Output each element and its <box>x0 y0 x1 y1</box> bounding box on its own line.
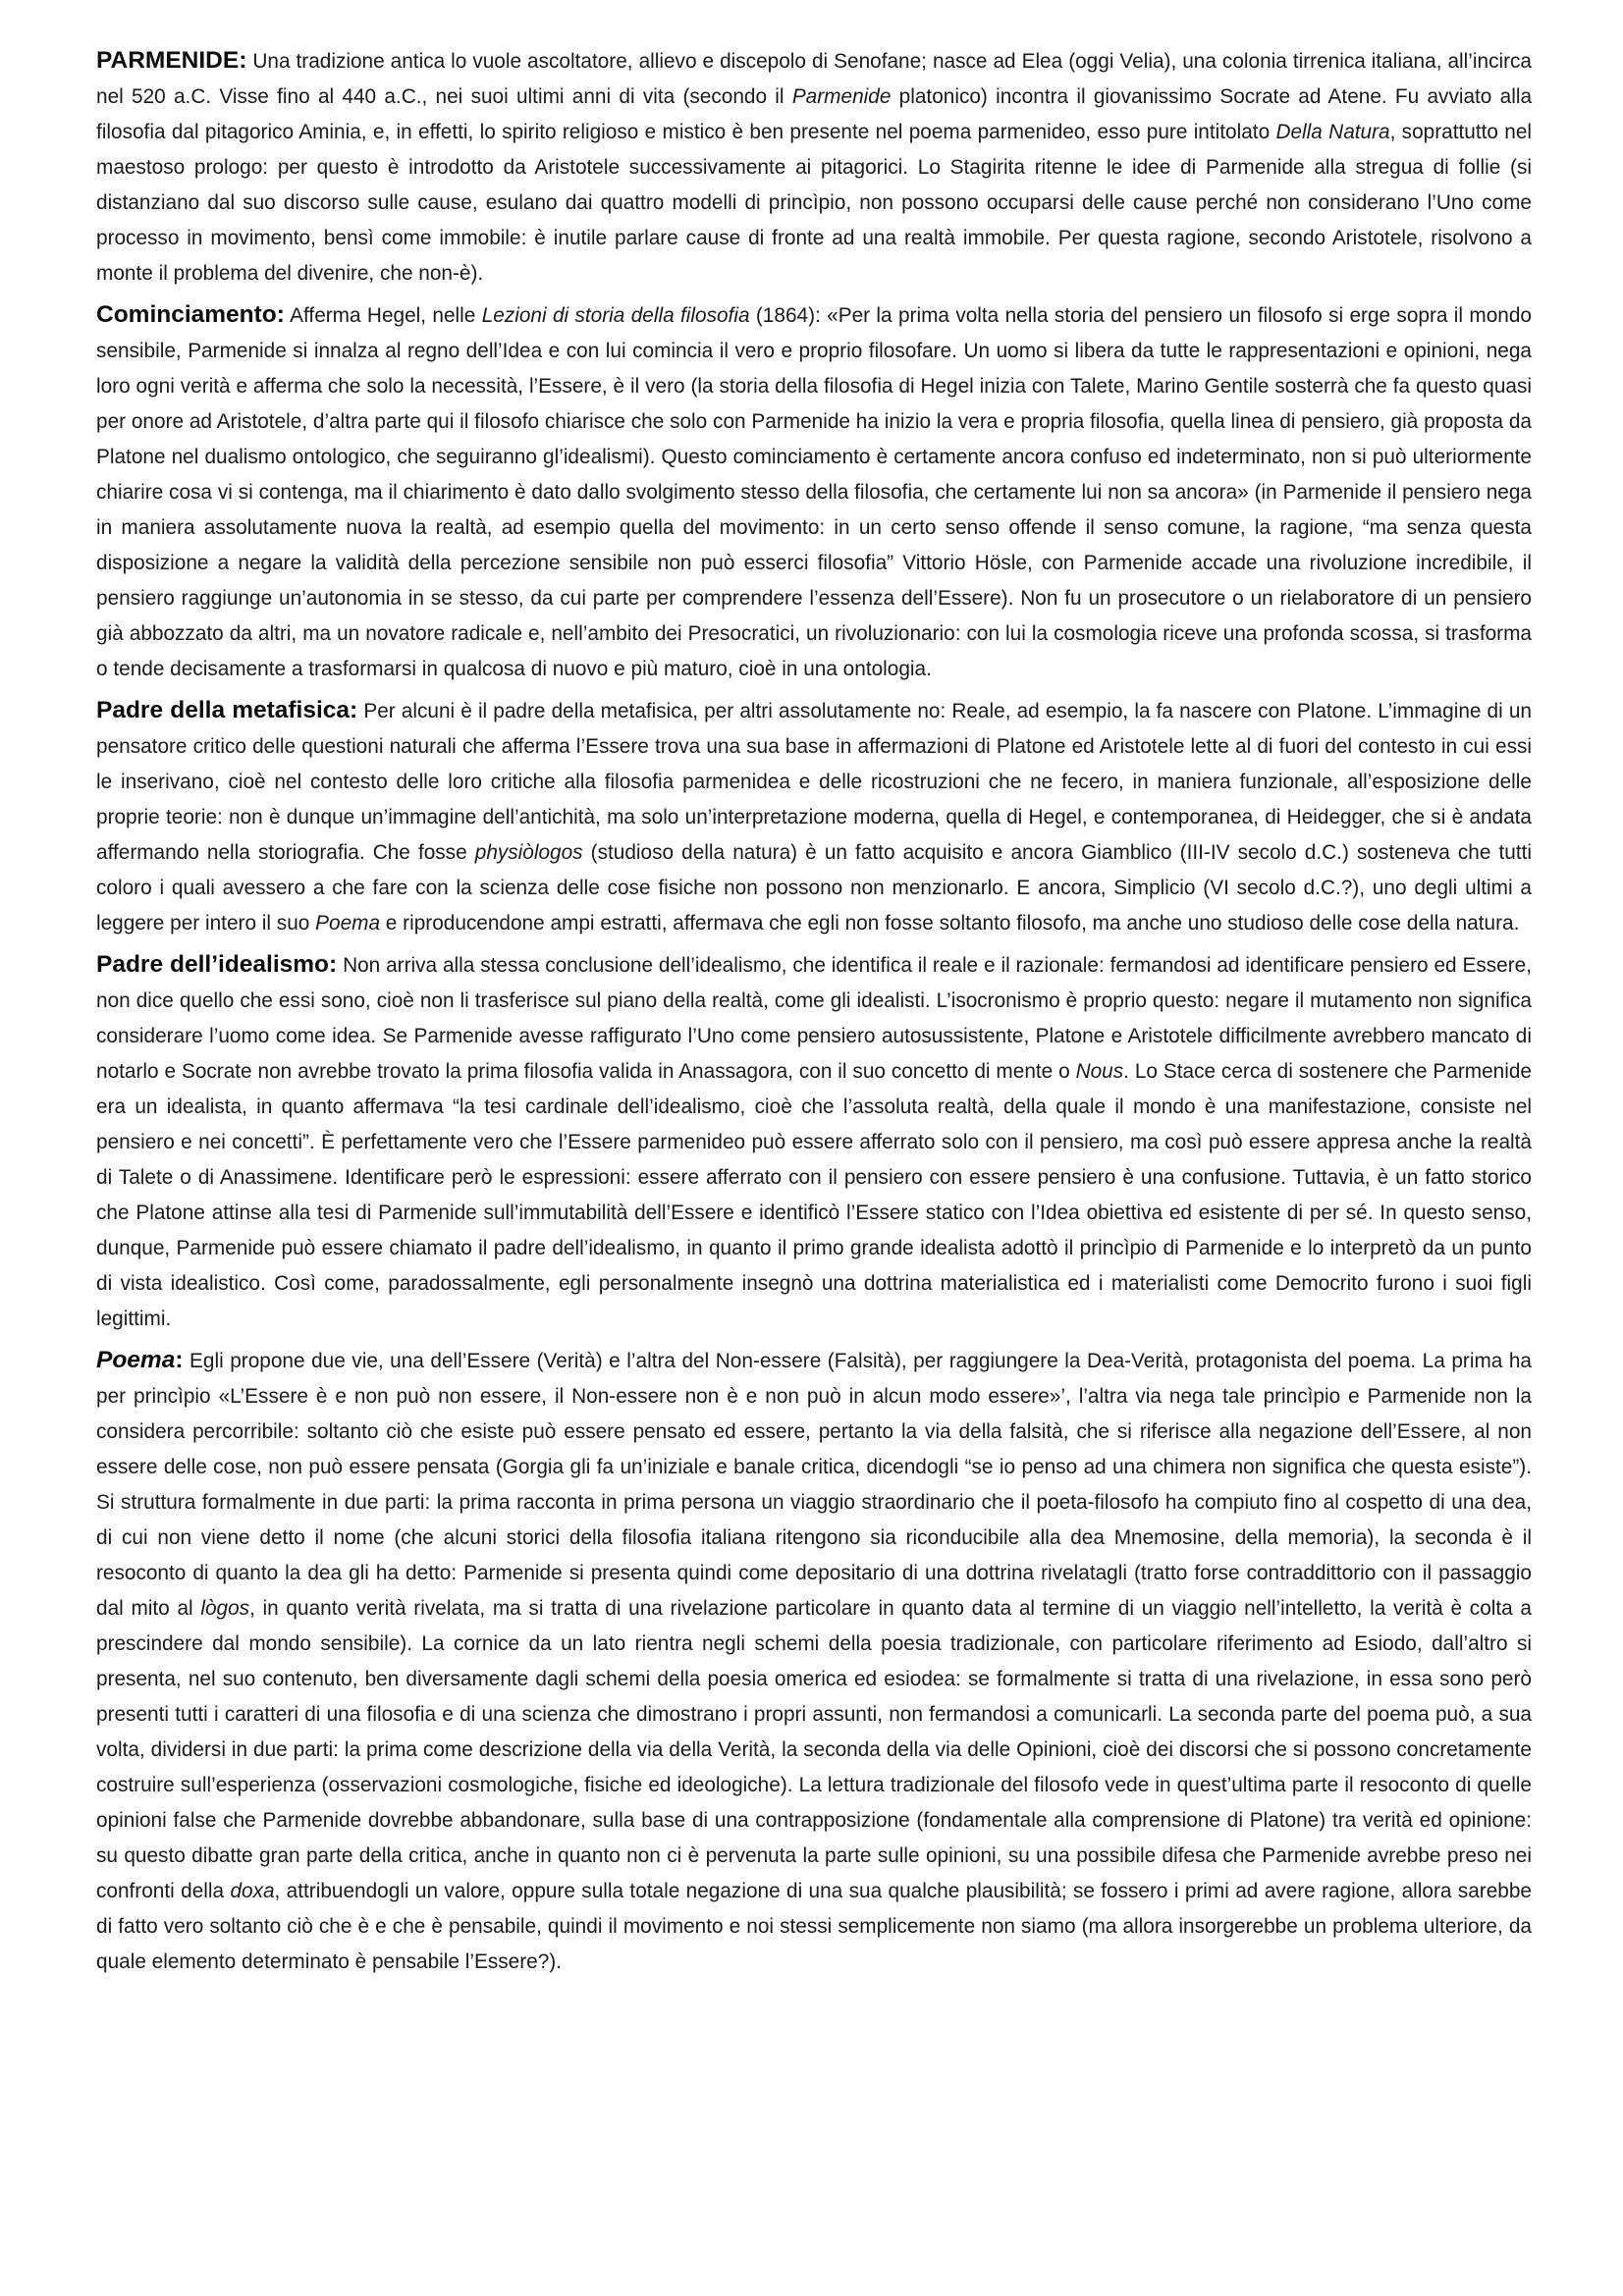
italic-term: physiòlogos <box>474 841 583 864</box>
italic-title: Parmenide <box>791 85 892 108</box>
section-parmenide <box>96 43 1532 292</box>
body-text: Non arriva alla stessa conclusione dell’idealismo, che identifica il reale e il razionale: fermandosi ad identificare pensiero ed Essere, non dice quello che essi sono, cioè non li trasferisce sul piano della realtà, come gli idealisti. L’isocronismo è proprio questo: negare il mutamento non significa considerare l’uomo come idea. Se Parmenide avesse raffigurato l’Uno come pensiero autosussistente, Platone e Aristotele difficilmente avrebbero mancato di notarlo e Socrate non avrebbe trovato la prima filosofia valida in Anassagora, con il suo concetto di mente o <box>96 954 1532 1083</box>
body-text: Per alcuni è il padre della metafisica, per altri assolutamente no: Reale, ad esempio, la fa nascere con Platone. L’immagine di un pensatore critico delle questioni naturali che afferma l’Essere trova una sua base in affermazioni di Platone ed Aristotele lette al di fuori del contesto in cui essi le inserivano, cioè nel contesto delle loro critiche alla filosofia parmenidea e delle ricostruzioni che ne fecero, in maniera funzionale, all’esposizione delle proprie teorie: non è dunque un’immagine dell’antichità, ma solo un’interpretazione moderna, quella di Hegel, e contemporanea, di Heidegger, che si è andata affermando nella storiografia. Che fosse <box>96 700 1532 864</box>
document-page <box>96 43 1532 1986</box>
section-heading: Padre dell’idealismo: <box>96 951 338 978</box>
body-text: platonico) incontra il giovanissimo Socrate ad Atene. Fu avviato alla filosofia dal pitagorico Aminia, e, in effetti, lo spirito religioso e mistico è ben presente nel poema parmenideo, esso pure intitolato <box>96 85 1533 143</box>
body-text: e riproducendone ampi estratti, affermava che egli non fosse soltanto filosofo, ma anche uno studioso delle cose della natura. <box>380 912 1520 934</box>
section-heading: Padre della metafisica: <box>96 697 358 723</box>
section-heading-colon: : <box>175 1347 184 1373</box>
section-padre-idealismo <box>96 947 1532 1337</box>
section-heading: PARMENIDE: <box>96 47 247 74</box>
italic-term: doxa <box>230 1880 275 1902</box>
section-poema <box>96 1343 1532 1980</box>
body-text: Egli propone due vie, una dell’Essere (Verità) e l’altra del Non-essere (Falsità), per raggiungere la Dea-Verità, protagonista del poema. La prima ha per princìpio «L’Essere è e non può non essere, il Non-essere non è e non può in alcun modo essere»’, l’altra via nega tale princìpio e Parmenide non la considera percorribile: soltanto ciò che esiste può essere pensato ed essere, pertanto la via della falsità, che si riferisce alla negazione dell’Essere, al non essere delle cose, non può essere pensata (Gorgia gli fa un’iniziale e banale critica, dicendogli “se io penso ad una chimera non significa che questa esiste”). Si struttura formalmente in due parti: la prima racconta in prima persona un viaggio straordinario che il poeta-filosofo ha compiuto fino al cospetto di una dea, di cui non viene detto il nome (che alcuni storici della filosofia italiana ritengono sia riconducibile alla dea Mnemosine, della memoria), la seconda è il resoconto di quanto la dea gli ha detto: Parmenide si presenta quindi come depositario di una dottrina rivelatagli (tratto forse contraddittorio con il passaggio dal mito al <box>96 1350 1532 1620</box>
body-text: . Lo Stace cerca di sostenere che Parmenide era un idealista, in quanto affermava “la tesi cardinale dell’idealismo, cioè che l’assoluta realtà, della quale il mondo è una manifestazione, consiste nel pensiero e nei concetti”. È perfettamente vero che l’Essere parmenideo può essere afferrato solo con il pensiero, ma così può essere appresa anche la realtà di Talete o di Anassimene. Identificare però le espressioni: essere afferrato con il pensiero con essere pensiero è una confusione. Tuttavia, è un fatto storico che Platone attinse alla tesi di Parmenide sull’immutabilità dell’Essere e identificò l’Essere statico con l’Idea obiettiva ed esistente di per sé. In questo senso, dunque, Parmenide può essere chiamato il padre dell’idealismo, in quanto il primo grande idealista adottò il princìpio di Parmenide e lo interpretò da un punto di vista idealistico. Così come, paradossalmente, egli personalmente insegnò una dottrina materialistica ed i materialisti come Democrito furono i suoi figli legittimi. <box>96 1060 1532 1330</box>
body-text: (studioso della natura) è un fatto acquisito e ancora Giamblico (III-IV secolo d.C.) sosteneva che tutti coloro i quali avessero a che fare con la scienza delle cose fisiche non possono non menzionarlo. E ancora, Simplicio (VI secolo d.C.?), uno degli ultimi a leggere per intero il suo <box>96 841 1533 934</box>
italic-title: Lezioni di storia della filosofia <box>481 304 750 327</box>
body-text: , in quanto verità rivelata, ma si tratta di una rivelazione particolare in quanto data al termine di un viaggio nell’intelletto, la verità è colta a prescindere dal mondo sensibile). La cornice da un lato rientra negli schemi della poesia tradizionale, con particolare riferimento ad Esiodo, dall’altro si presenta, nel suo contenuto, ben diversamente dagli schemi della poesia omerica ed esiodea: se formalmente si tratta di una rivelazione, in essa sono però presenti tutti i caratteri di una filosofia e di una scienza che dimostrano i propri assunti, non fermandosi a comunicarli. La seconda parte del poema può, a sua volta, dividersi in due parti: la prima come descrizione della via della Verità, la seconda della via delle Opinioni, cioè dei discorsi che si possono concretamente costruire sull’esperienza (osservazioni cosmologiche, fisiche ed ideologiche). La lettura tradizionale del filosofo vede in quest’ultima parte il resoconto di quelle opinioni false che Parmenide dovrebbe abbandonare, sulla base di una contrapposizione (fondamentale alla comprensione di Platone) tra verità ed opinione: su questo dibatte gran parte della critica, anche in quanto non ci è pervenuta la parte sulle opinioni, su una possibile difesa che Parmenide avrebbe preso nei confronti della <box>96 1597 1532 1902</box>
body-text: , attribuendogli un valore, oppure sulla totale negazione di una sua qualche plausibilità; se fossero i primi ad avere ragione, allora sarebbe di fatto vero soltanto ciò che è e che è pensabile, quindi il movimento e noi stessi semplicemente non siamo (ma allora insorgerebbe un problema ulteriore, da quale elemento determinato è pensabile l’Essere?). <box>96 1880 1532 1973</box>
section-cominciamento <box>96 297 1532 687</box>
section-padre-metafisica <box>96 693 1532 941</box>
body-text: , soprattutto nel maestoso prologo: per questo è introdotto da Aristotele successivamente ai pitagorici. Lo Stagirita ritenne le idee di Parmenide alla stregua di follie (si distanziano dal suo discorso sulle cause, esulano dai quattro modelli di princìpio, non possono occuparsi delle cause perché non considerano l’Uno come processo in movimento, bensì come immobile: è inutile parlare cause di fronte ad una realtà immobile. Per questa ragione, secondo Aristotele, risolvono a monte il problema del divenire, che non-è). <box>96 121 1533 285</box>
italic-term: Nous <box>1075 1060 1124 1083</box>
italic-title: Poema <box>315 912 381 934</box>
body-text: Afferma Hegel, nelle <box>284 304 482 327</box>
body-text: (1864): «Per la prima volta nella storia del pensiero un filosofo si erge sopra il mondo sensibile, Parmenide si innalza al regno dell’Idea e con lui comincia il vero e proprio filosofare. Un uomo si libera da tutte le rappresentazioni e opinioni, nega loro ogni verità e afferma che solo la necessità, l’Essere, è il vero (la storia della filosofia di Hegel inizia con Talete, Marino Gentile sosterrà che fa questo quasi per onore ad Aristotele, d’altra parte qui il filosofo chiarisce che solo con Parmenide ha inizio la vera e propria filosofia, quella linea di pensiero, già proposta da Platone nel dualismo ontologico, che seguiranno gl’idealismi). Questo cominciamento è certamente ancora confuso ed indeterminato, non si può ulteriormente chiarire cosa vi si contenga, ma il chiarimento è dato dallo svolgimento stesso della filosofia, che certamente lui non sa ancora» (in Parmenide il pensiero nega in maniera assolutamente nuova la realtà, ad esempio quella del movimento: in un certo senso offende il senso comune, la ragione, “ma senza questa disposizione a negare la validità della percezione sensibile non può esserci filosofia” Vittorio Hösle, con Parmenide accade una rivoluzione incredibile, il pensiero raggiunge un’autonomia in se stesso, da cui parte per comprendere l’essenza dell’Essere). Non fu un prosecutore o un rielaboratore di un pensiero già abbozzato da altri, ma un novatore radicale e, nell’ambito dei Presocratici, un rivoluzionario: con lui la cosmologia riceve una profonda scossa, si trasforma o tende decisamente a trasformarsi in qualcosa di nuovo e più maturo, cioè in una ontologia. <box>96 304 1532 680</box>
section-heading: Cominciamento: <box>96 301 285 328</box>
section-heading: Poema <box>96 1347 176 1373</box>
italic-title: Della Natura <box>1275 121 1390 143</box>
italic-term: lògos <box>200 1597 250 1620</box>
body-text: Una tradizione antica lo vuole ascoltatore, allievo e discepolo di Senofane; nasce ad Elea (oggi Velia), una colonia tirrenica italiana, all’incirca nel 520 a.C. Visse fino al 440 a.C., nei suoi ultimi anni di vita (secondo il <box>96 50 1532 108</box>
